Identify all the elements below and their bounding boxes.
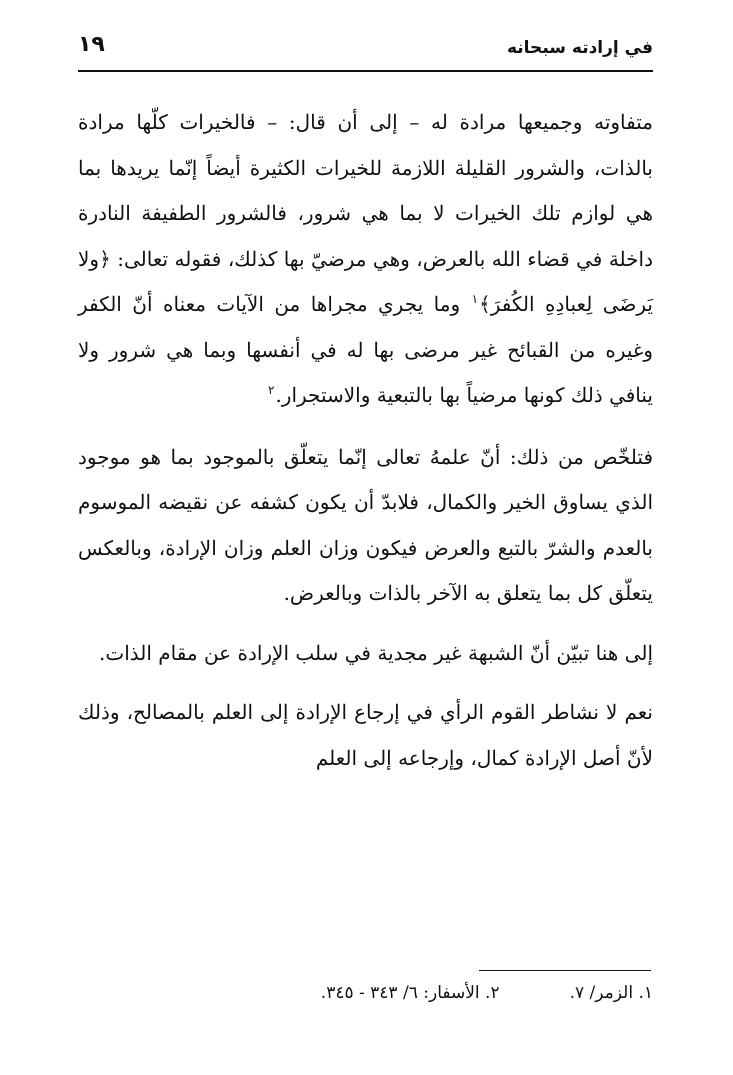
running-title: في إرادته سبحانه (506, 38, 653, 58)
paragraph-4: نعم لا نشاطر القوم الرأي في إرجاع الإرادة إلى العلم بالمصالح، وذلك لأنّ أصل الإرادة كمال، وإرجاعه إلى العلم (78, 700, 653, 770)
footnote-ref-2: ٢ (267, 383, 275, 398)
paragraph-2: فتلخّص من ذلك: أنّ علمهُ تعالى إنّما يتعلّق بالموجود بما هو موجود الذي يساوق الخير والكمال، فلابدّ أن يكون كشفه عن نقيضه الموسوم بالعدم والشرّ بالتبع والعرض فيكون وزان العلم وزان الإرادة، وبالعكس يتعلّق كل بما يتعلق به الآخر بالذات وبالعرض. (78, 444, 653, 605)
footnote-divider (479, 970, 651, 971)
paragraph-1-part-b: وما يجري مجراها من الآيات معناه أنّ الكفر وغيره من القبائح غير مرضى بها له في أنفسها وبما هي شرور ولا ينافي ذلك كونها مرضياً بها بالتبعية والاستجرار. (78, 292, 653, 407)
footnotes (321, 983, 653, 1003)
page-number: ١٩ (78, 32, 105, 57)
page-header (78, 30, 653, 72)
footnote-ref-1: ١ (471, 292, 479, 307)
footnote-2: ٢. الأسفار: ٦/ ٣٤٣ - ٣٤٥. (320, 983, 500, 1003)
footnote-1: ١. الزمر/ ٧. (569, 983, 653, 1003)
paragraph-1-part-a: متفاوته وجميعها مرادة له – إلى أن قال: – فالخيرات كلّها مرادة بالذات، والشرور القليلة اللازمة للخيرات الكثيرة أيضاً إنّما يريدها بما هي لوازم تلك الخيرات لا بما هي شرور، فالشرور الطفيفة النادرة داخلة في قضاء الله بالعرض، وهي مرضيّ بها كذلك، فقوله تعالى: ﴿ولا يَرضَى لِعبادِهِ الكُفرَ﴾ (78, 110, 654, 316)
paragraph-3: إلى هنا تبيّن أنّ الشبهة غير مجدية في سلب الإرادة عن مقام الذات. (99, 640, 653, 665)
body-text (78, 100, 653, 781)
paragraph-1 (78, 100, 653, 419)
